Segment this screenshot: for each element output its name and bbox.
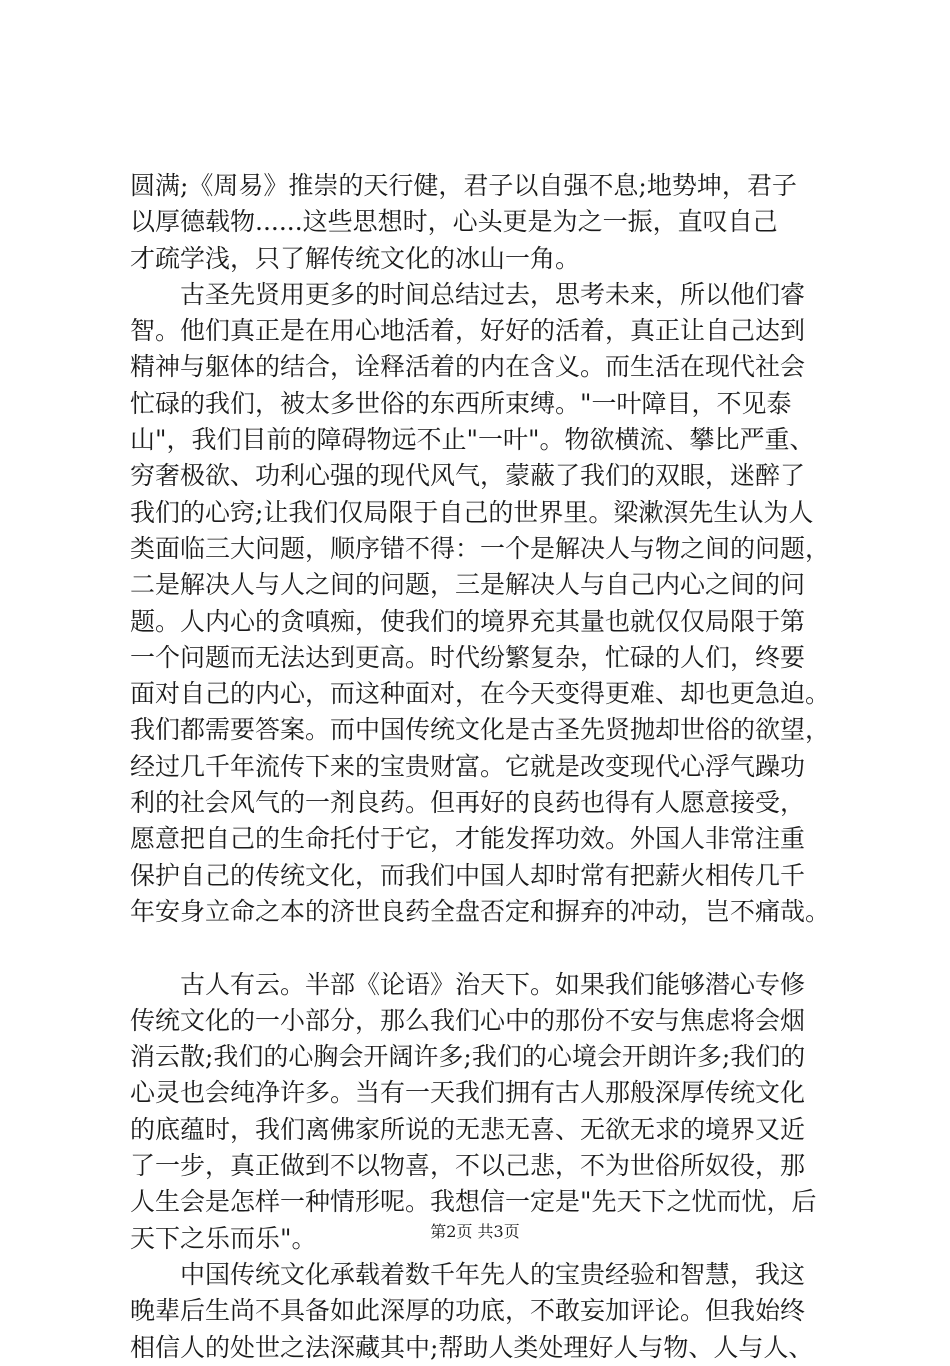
text-line: 传统文化的一小部分，那么我们心中的那份不安与焦虑将会烟: [130, 1005, 806, 1035]
text-line: 山"，我们目前的障碍物远不止"一叶"。物欲横流、攀比严重、: [130, 425, 815, 455]
text-line: 保护自己的传统文化，而我们中国人却时常有把薪火相传几千: [130, 860, 806, 890]
body-text: [130, 168, 830, 1366]
text-line: 经过几千年流传下来的宝贵财富。它就是改变现代心浮气躁功: [130, 751, 806, 781]
text-line: 一个问题而无法达到更高。时代纷繁复杂，忙碌的人们，终要: [130, 642, 806, 672]
text-line: 我们都需要答案。而中国传统文化是古圣先贤抛却世俗的欲望，: [130, 715, 831, 745]
text-line: 类面临三大问题，顺序错不得：一个是解决人与物之间的问题，: [130, 533, 831, 563]
text-line: 才疏学浅，只了解传统文化的冰山一角。: [130, 243, 581, 273]
text-line: 人生会是怎样一种情形呢。我想信一定是"先天下之忧而忧，后: [130, 1187, 817, 1217]
text-line: 忙碌的我们，被太多世俗的东西所束缚。"一叶障目，不见泰: [130, 388, 792, 418]
text-line: 愿意把自己的生命托付于它，才能发挥功效。外国人非常注重: [130, 824, 806, 854]
text-line: 我们的心窍;让我们仅局限于自己的世界里。梁漱溟先生认为人: [130, 497, 814, 527]
text-line: 古人有云。半部《论语》治天下。如果我们能够潜心专修: [130, 969, 806, 999]
text-line: 古圣先贤用更多的时间总结过去，思考未来，所以他们睿: [130, 279, 806, 309]
text-line: 心灵也会纯净许多。当有一天我们拥有古人那般深厚传统文化: [130, 1078, 806, 1108]
text-line: 中国传统文化承载着数千年先人的宝贵经验和智慧，我这: [130, 1259, 806, 1289]
text-line: 相信人的处世之法深藏其中;帮助人类处理好人与物、人与人、: [130, 1332, 814, 1362]
text-line: 利的社会风气的一剂良药。但再好的良药也得有人愿意接受，: [130, 788, 806, 818]
text-line: 消云散;我们的心胸会开阔许多;我们的心境会开朗许多;我们的: [130, 1042, 806, 1072]
page-footer: 第2页 共3页: [430, 1222, 520, 1241]
text-line: 的底蕴时，我们离佛家所说的无悲无喜、无欲无求的境界又近: [130, 1114, 806, 1144]
text-line: 了一步，真正做到不以物喜，不以己悲，不为世俗所奴役，那: [130, 1151, 806, 1181]
text-line: 年安身立命之本的济世良药全盘否定和摒弃的冲动，岂不痛哉。: [130, 896, 831, 926]
text-line: 晚辈后生尚不具备如此深厚的功底，不敢妄加评论。但我始终: [130, 1296, 806, 1326]
text-line: 精神与躯体的结合，诠释活着的内在含义。而生活在现代社会: [130, 352, 806, 382]
text-line: 穷奢极欲、功利心强的现代风气，蒙蔽了我们的双眼，迷醉了: [130, 461, 806, 491]
text-line: 以厚德载物......这些思想时，心头更是为之一振，直叹自己: [130, 207, 778, 237]
text-line: 圆满;《周易》推崇的天行健，君子以自强不息;地势坤，君子: [130, 171, 797, 200]
text-line: 二是解决人与人之间的问题，三是解决人与自己内心之间的问: [130, 570, 806, 600]
text-line: 天下之乐而乐"。: [130, 1223, 317, 1253]
text-line: 智。他们真正是在用心地活着，好好的活着，真正让自己达到: [130, 316, 806, 346]
text-line: 题。人内心的贪嗔痴，使我们的境界充其量也就仅仅局限于第: [130, 606, 806, 636]
paragraph-gap: [130, 930, 830, 966]
text-line: 面对自己的内心，而这种面对，在今天变得更难、却也更急迫。: [130, 679, 831, 709]
